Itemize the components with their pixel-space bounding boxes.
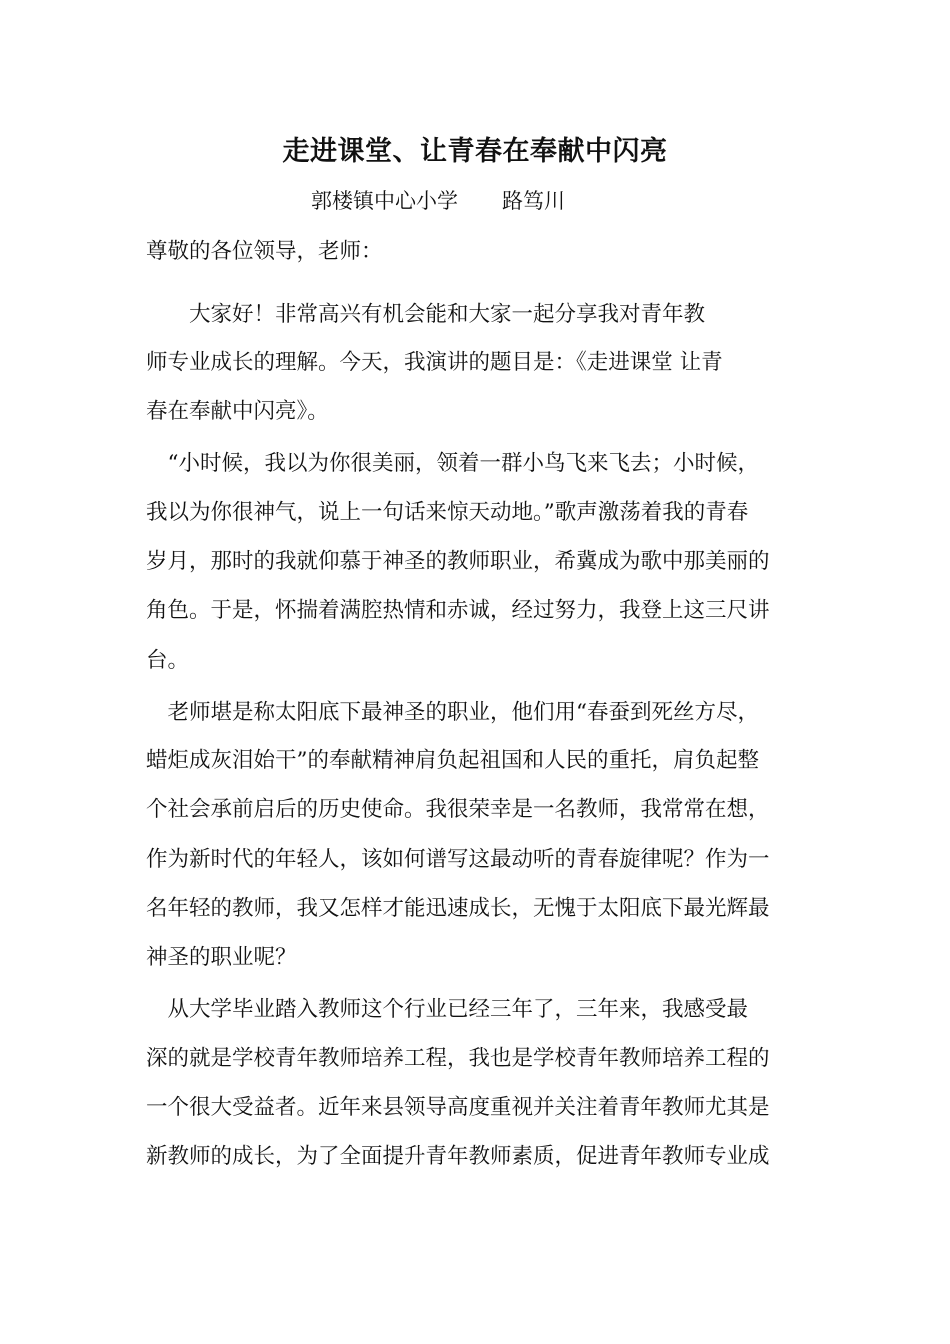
document-title: 走进课堂、让青春在奉献中闪亮 xyxy=(282,136,668,167)
body-line: 台。 xyxy=(146,648,190,673)
body-line: 我以为你很神气，说上一句话来惊天动地。”歌声激荡着我的青春 xyxy=(146,500,749,525)
body-line: 从大学毕业踏入教师这个行业已经三年了，三年来，我感受最 xyxy=(146,997,749,1022)
salutation-line: 尊敬的各位领导，老师： xyxy=(146,239,383,264)
body-line: 新教师的成长，为了全面提升青年教师素质，促进青年教师专业成 xyxy=(146,1144,770,1169)
school-name: 郭楼镇中心小学 xyxy=(311,189,458,213)
body-line: 作为新时代的年轻人，该如何谱写这最动听的青春旋律呢？作为一 xyxy=(146,847,770,872)
body-line: 神圣的职业呢？ xyxy=(146,945,297,970)
body-line: 深的就是学校青年教师培养工程，我也是学校青年教师培养工程的 xyxy=(146,1046,770,1071)
author-name: 路笃川 xyxy=(502,189,565,213)
body-line: 师专业成长的理解。今天，我演讲的题目是：《走进课堂 让青 xyxy=(146,350,723,375)
byline xyxy=(311,186,565,216)
body-line: 角色。于是，怀揣着满腔热情和赤诚，经过努力，我登上这三尺讲 xyxy=(146,598,770,623)
body-line: 老师堪是称太阳底下最神圣的职业，他们用“春蚕到死丝方尽， xyxy=(146,700,759,725)
body-line: 名年轻的教师，我又怎样才能迅速成长，无愧于太阳底下最光辉最 xyxy=(146,896,770,921)
body-line: “小时候，我以为你很美丽，领着一群小鸟飞来飞去；小时候， xyxy=(146,451,759,476)
body-line: 蜡炬成灰泪始干”的奉献精神肩负起祖国和人民的重托，肩负起整 xyxy=(146,748,759,773)
body-line: 个社会承前启后的历史使命。我很荣幸是一名教师，我常常在想， xyxy=(146,797,770,822)
body-line: 岁月，那时的我就仰慕于神圣的教师职业，希冀成为歌中那美丽的 xyxy=(146,549,770,574)
body-line: 大家好！非常高兴有机会能和大家一起分享我对青年教 xyxy=(146,302,706,327)
body-line: 一个很大受益者。近年来县领导高度重视并关注着青年教师尤其是 xyxy=(146,1095,770,1120)
body-line: 春在奉献中闪亮》。 xyxy=(146,399,329,424)
